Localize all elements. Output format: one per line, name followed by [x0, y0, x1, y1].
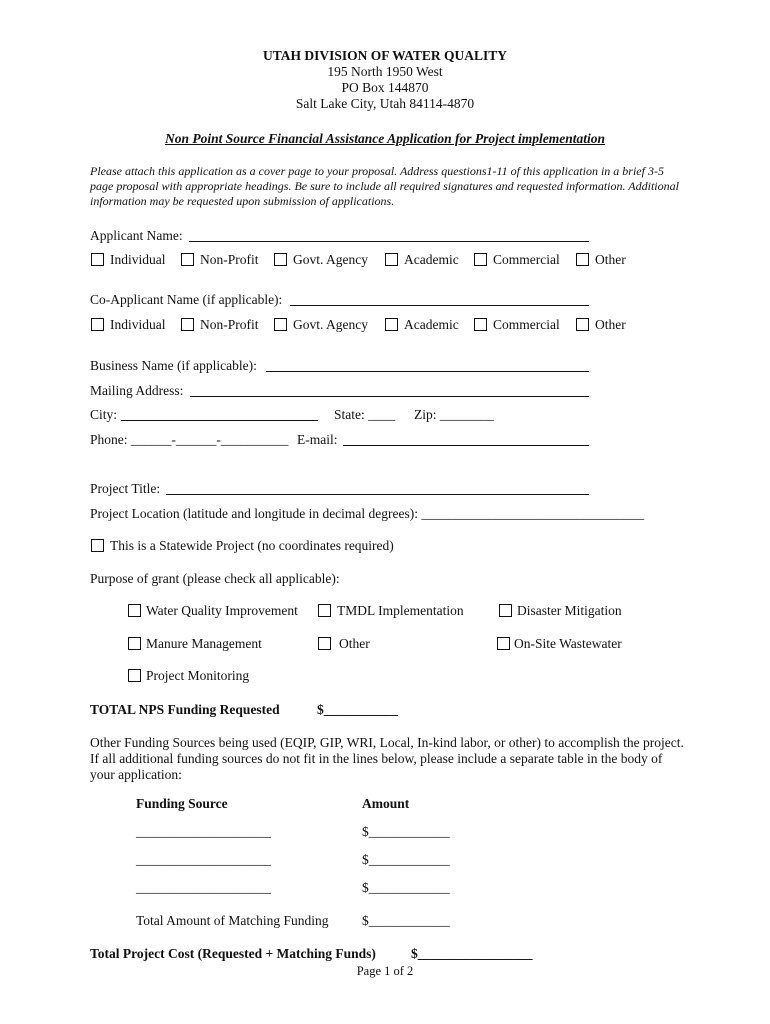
instructions: Please attach this application as a cover page to your proposal. Address questions1-11 of this application in a brief 3-5 page proposal with appropriate headings. Be sure to include all required signatures and requested information. Additional information may be requested upon submission of applications.	[90, 164, 679, 208]
applicant-commercial-label: Commercial	[493, 252, 560, 267]
funding-amount-field-1[interactable]: $____________	[362, 824, 450, 839]
total-project-cost-label: Total Project Cost (Requested + Matching Funds)	[90, 946, 376, 961]
total-nps-label: TOTAL NPS Funding Requested	[90, 702, 280, 717]
coapplicant-other-checkbox[interactable]	[576, 318, 589, 331]
form-title: Non Point Source Financial Assistance Application for Project implementation	[164, 131, 606, 146]
coapplicant-name-field[interactable]	[290, 305, 589, 306]
applicant-commercial-checkbox[interactable]	[474, 253, 487, 266]
matching-funding-label: Total Amount of Matching Funding	[136, 913, 329, 928]
purpose-manure-label: Manure Management	[146, 636, 262, 651]
purpose-manure-checkbox[interactable]	[128, 637, 141, 650]
coapplicant-individual-checkbox[interactable]	[91, 318, 104, 331]
applicant-other-label: Other	[595, 252, 626, 267]
address-line-3: Salt Lake City, Utah 84114-4870	[295, 96, 475, 111]
page-number: Page 1 of 2	[356, 964, 414, 978]
applicant-other-checkbox[interactable]	[576, 253, 589, 266]
coapplicant-name-label: Co-Applicant Name (if applicable):	[90, 292, 283, 307]
applicant-govt-label: Govt. Agency	[293, 252, 368, 267]
city-label: City:	[90, 407, 118, 422]
state-field[interactable]: State: ____	[334, 407, 396, 422]
email-label: E-mail:	[297, 432, 338, 447]
funding-source-field-3[interactable]: ____________________	[136, 880, 271, 895]
coapplicant-commercial-checkbox[interactable]	[474, 318, 487, 331]
purpose-monitoring-label: Project Monitoring	[146, 668, 250, 683]
funding-source-field-1[interactable]: ____________________	[136, 824, 271, 839]
purpose-onsite-checkbox[interactable]	[497, 637, 510, 650]
purpose-tmdl-checkbox[interactable]	[318, 604, 331, 617]
org-name: UTAH DIVISION OF WATER QUALITY	[262, 48, 508, 63]
purpose-disaster-label: Disaster Mitigation	[517, 603, 622, 618]
purpose-other-checkbox[interactable]	[318, 637, 331, 650]
mailing-address-label: Mailing Address:	[90, 383, 184, 398]
project-location-field[interactable]: Project Location (latitude and longitude in decimal degrees): _________________________________	[90, 506, 645, 521]
project-title-field[interactable]	[166, 494, 589, 495]
applicant-nonprofit-checkbox[interactable]	[181, 253, 194, 266]
applicant-name-field[interactable]	[189, 241, 589, 242]
statewide-label: This is a Statewide Project (no coordinates required)	[110, 538, 394, 553]
purpose-monitoring-checkbox[interactable]	[128, 669, 141, 682]
applicant-individual-checkbox[interactable]	[91, 253, 104, 266]
amount-header: Amount	[362, 796, 410, 811]
purpose-disaster-checkbox[interactable]	[499, 604, 512, 617]
purpose-water-quality-label: Water Quality Improvement	[146, 603, 298, 618]
funding-source-header: Funding Source	[136, 796, 228, 811]
coapplicant-individual-label: Individual	[110, 317, 166, 332]
coapplicant-other-label: Other	[595, 317, 626, 332]
applicant-nonprofit-label: Non-Profit	[200, 252, 259, 267]
zip-field[interactable]: Zip: ________	[414, 407, 494, 422]
coapplicant-nonprofit-checkbox[interactable]	[181, 318, 194, 331]
coapplicant-govt-label: Govt. Agency	[293, 317, 368, 332]
purpose-other-label: Other	[339, 636, 370, 651]
coapplicant-govt-checkbox[interactable]	[274, 318, 287, 331]
other-funding-text: Other Funding Sources being used (EQIP, GIP, WRI, Local, In-kind labor, or other) to accomplish the project. If all additional funding sources do not fit in the lines below, please include a separate table in the body of your application:	[90, 735, 684, 782]
phone-field[interactable]: Phone: ______-______-__________	[90, 432, 289, 447]
city-field[interactable]	[121, 420, 318, 421]
purpose-label: Purpose of grant (please check all applicable):	[90, 571, 340, 586]
purpose-water-quality-checkbox[interactable]	[128, 604, 141, 617]
coapplicant-nonprofit-label: Non-Profit	[200, 317, 259, 332]
applicant-name-label: Applicant Name:	[90, 228, 183, 243]
business-name-field[interactable]	[266, 371, 589, 372]
purpose-tmdl-label: TMDL Implementation	[337, 603, 464, 618]
funding-amount-field-2[interactable]: $____________	[362, 852, 450, 867]
funding-amount-field-3[interactable]: $____________	[362, 880, 450, 895]
total-nps-field[interactable]: $___________	[317, 702, 398, 717]
coapplicant-academic-label: Academic	[404, 317, 459, 332]
total-project-cost-field[interactable]: $_________________	[411, 946, 533, 961]
coapplicant-academic-checkbox[interactable]	[385, 318, 398, 331]
applicant-govt-checkbox[interactable]	[274, 253, 287, 266]
matching-funding-field[interactable]: $____________	[362, 913, 450, 928]
project-title-label: Project Title:	[90, 481, 161, 496]
applicant-individual-label: Individual	[110, 252, 166, 267]
coapplicant-commercial-label: Commercial	[493, 317, 560, 332]
applicant-academic-checkbox[interactable]	[385, 253, 398, 266]
statewide-checkbox[interactable]	[91, 539, 104, 552]
business-name-label: Business Name (if applicable):	[90, 358, 257, 373]
address-line-1: 195 North 1950 West	[327, 64, 443, 79]
purpose-onsite-label: On-Site Wastewater	[514, 636, 622, 651]
mailing-address-field[interactable]	[190, 396, 589, 397]
address-line-2: PO Box 144870	[341, 80, 429, 95]
applicant-academic-label: Academic	[404, 252, 459, 267]
email-field[interactable]	[343, 445, 589, 446]
funding-source-field-2[interactable]: ____________________	[136, 852, 271, 867]
